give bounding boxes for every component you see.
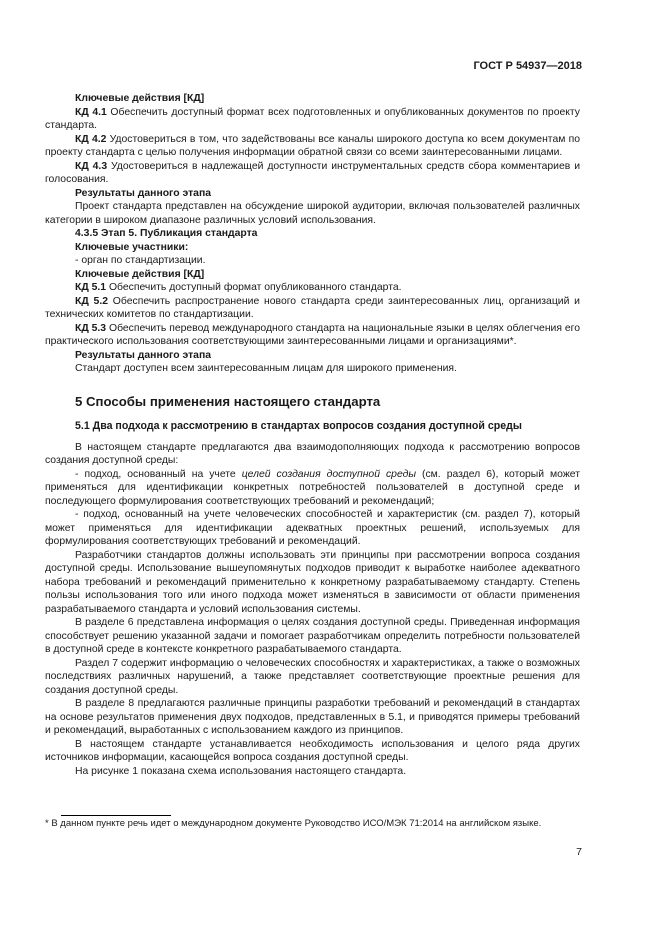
paragraph <box>45 200 580 227</box>
document-header: ГОСТ Р 54937—2018 <box>473 60 582 72</box>
paragraph-text: Удостовериться в том, что задействованы все каналы широкого доступа ко всем документам по проекту стандарта с целью получения информации обратной связи со всеми заинтересованными лицами. <box>45 133 581 158</box>
paragraph <box>45 281 580 295</box>
page-number: 7 <box>576 846 582 858</box>
paragraph-text: Удостовериться в надлежащей доступности инструментальных средств сбора комментариев и голосования. <box>45 160 580 185</box>
item-code: КД 5.2 <box>75 295 108 307</box>
paragraph <box>45 92 580 106</box>
paragraph-text: В настоящем стандарте устанавливается необходимость использования и целого ряда других источников информации, касающейся вопроса создания доступной среды. <box>45 738 580 763</box>
paragraph <box>45 187 580 201</box>
paragraph-text: Ключевые участники: <box>75 241 189 253</box>
paragraph <box>45 227 580 241</box>
item-code: КД 4.1 <box>75 106 107 118</box>
paragraph-text: Стандарт доступен всем заинтересованным лицам для широкого применения. <box>75 363 457 374</box>
paragraph-text: Раздел 7 содержит информацию о человеческих способностях и характеристиках, а также о возможных последствиях различных нарушений, а также представляет соответствующие проектные решения для создания доступной среды. <box>45 657 580 696</box>
paragraph-text: Результаты данного этапа <box>75 187 212 199</box>
paragraph-text: Разработчики стандартов должны использовать эти принципы при рассмотрении вопроса создания доступной среды. Использование вышеупомянутых подходов приводит к выработке наиболее адекватного набора требований и рекомендаций применительно к конкретному разрабатываемому стандарту. Степень пользы использования того или иного подхода может изменяться в зависимости от области применения разрабатываемого стандарта и условий использования системы. <box>45 549 580 615</box>
footnote-divider <box>61 815 171 816</box>
paragraph-text: (см. раздел 6), который может применяться для идентификации конкретных потребностей пользователей в доступной среде и последующего формулирования соответствующих требований и рекомендаций; <box>45 468 580 507</box>
paragraph <box>45 133 580 160</box>
paragraph-text: Обеспечить доступный формат опубликованного стандарта. <box>106 282 402 293</box>
paragraph <box>45 241 580 255</box>
paragraph <box>45 160 580 187</box>
item-code: КД 4.3 <box>75 160 108 172</box>
paragraph <box>45 468 580 509</box>
item-code: КД 4.2 <box>75 133 107 145</box>
paragraph-text: В разделе 6 представлена информация о целях создания доступной среды. Приведенная информация способствует решению указанной задачи и помогает разработчикам определить потребности пользователей в доступной среде в контексте конкретного разрабатываемого стандарта. <box>45 617 580 655</box>
paragraph-text: - подход, основанный на учете <box>75 468 242 480</box>
paragraph-text: 5.1 Два подхода к рассмотрению в стандартах вопросов создания доступной среды <box>75 420 522 432</box>
paragraph-text: - орган по стандартизации. <box>75 255 206 266</box>
paragraph-text: 5 Способы применения настоящего стандарта <box>75 393 381 409</box>
paragraph <box>45 616 580 657</box>
paragraph <box>45 738 580 765</box>
paragraph-text: В разделе 8 предлагаются различные принципы разработки требований и рекомендаций в стандартах на основе результатов применения двух подходов, представленных в 5.1, и приводятся примеры требований и рекомендаций, выработанных с использованием каждого из принципов. <box>45 698 580 736</box>
document-body <box>45 92 580 778</box>
paragraph <box>45 295 580 322</box>
paragraph-text: На рисунке 1 показана схема использования настоящего стандарта. <box>75 765 407 777</box>
paragraph <box>45 362 580 376</box>
paragraph-text: - подход, основанный на учете человеческих способностей и характеристик (см. раздел 7), который может применяться для идентификации адекватных проектных решений, используемых для формулирования соответствующих требований и рекомендаций. <box>45 509 580 547</box>
paragraph-text: Обеспечить распространение нового стандарта среди заинтересованных лиц, организаций и технических комитетов по стандартизации. <box>45 295 580 320</box>
footnote: * В данном пункте речь идет о международном документе Руководство ИСО/МЭК 71:2014 на английском языке. <box>45 818 542 829</box>
paragraph-text: Ключевые действия [КД] <box>75 268 205 280</box>
paragraph-text: 4.3.5 Этап 5. Публикация стандарта <box>75 228 258 239</box>
paragraph-text: Результаты данного этапа <box>75 349 212 361</box>
item-code: КД 5.3 <box>75 322 107 334</box>
paragraph <box>45 268 580 282</box>
paragraph <box>45 765 580 779</box>
subsection-heading <box>45 420 580 434</box>
paragraph <box>45 322 580 349</box>
paragraph <box>45 349 580 363</box>
paragraph-text: Обеспечить перевод международного стандарта на национальные языки в целях облегчения его практического использования соответствующими заинтересованными лицами и организациями*. <box>45 322 581 347</box>
paragraph-text: Ключевые действия [КД] <box>75 93 205 104</box>
paragraph <box>45 254 580 268</box>
paragraph <box>45 657 580 698</box>
section-heading <box>45 395 580 409</box>
paragraph <box>45 106 580 133</box>
paragraph-text: Проект стандарта представлен на обсуждение широкой аудитории, включая пользователей различных категории в широком диапазоне различных условий использования. <box>45 201 580 226</box>
emphasis-text: целей создания доступной среды <box>241 468 416 480</box>
paragraph <box>45 697 580 738</box>
paragraph <box>45 549 580 617</box>
paragraph-text: Обеспечить доступный формат всех подготовленных и опубликованных документов по проекту стандарта. <box>45 106 580 131</box>
item-code: КД 5.1 <box>75 282 107 293</box>
paragraph-text: В настоящем стандарте предлагаются два взаимодополняющих подхода к рассмотрению вопросов создания доступной среды: <box>45 441 580 466</box>
paragraph <box>45 508 580 549</box>
paragraph <box>45 441 580 468</box>
